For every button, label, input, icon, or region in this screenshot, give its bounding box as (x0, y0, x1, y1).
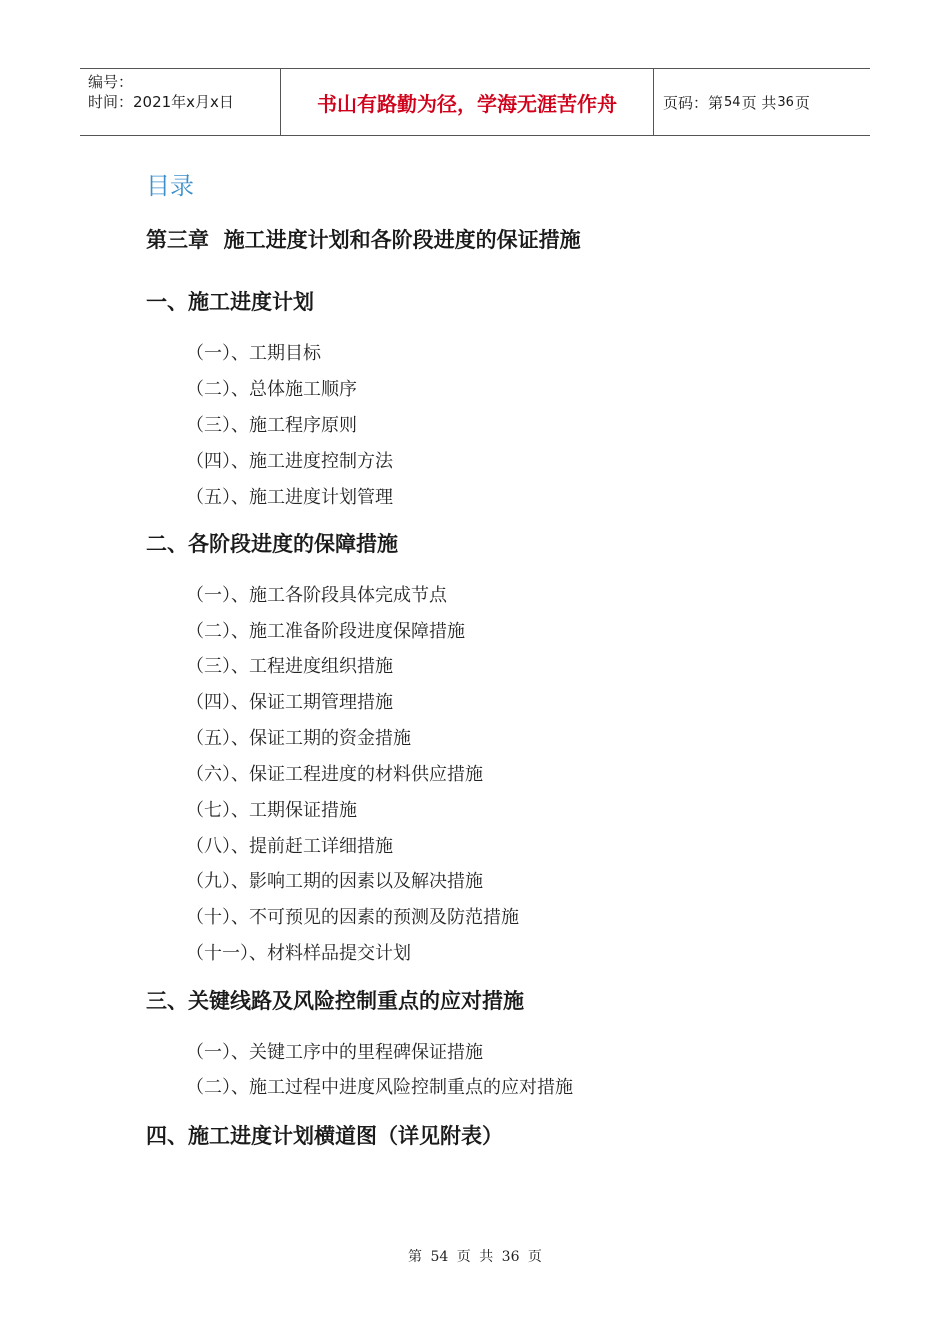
toc-title: 目录 (146, 172, 194, 200)
toc-item: （七）、工期保证措施 (186, 800, 357, 821)
date-label: 时间：2021年x月x日 (88, 93, 234, 111)
toc-item: （四）、施工进度控制方法 (186, 451, 393, 472)
toc-item: （九）、影响工期的因素以及解决措施 (186, 871, 483, 892)
toc-item: （三）、工程进度组织措施 (186, 656, 393, 677)
toc-item: （二）、施工准备阶段进度保障措施 (186, 621, 465, 642)
header-page-info (654, 69, 870, 135)
header-meta (80, 69, 281, 135)
page-total: 36 (777, 94, 794, 110)
page-footer: 第 54 页 共 36 页 (408, 1249, 542, 1265)
page-prefix: 页码：第 (663, 93, 724, 112)
toc-item: （四）、保证工期管理措施 (186, 692, 393, 713)
toc-item: （一）、工期目标 (186, 343, 321, 364)
section-title: 二、各阶段进度的保障措施 (146, 532, 398, 556)
section-title: 三、关键线路及风险控制重点的应对措施 (146, 989, 524, 1013)
toc-item: （三）、施工程序原则 (186, 415, 357, 436)
toc-item: （五）、施工进度计划管理 (186, 487, 393, 508)
serial-label: 编号： (88, 73, 134, 91)
toc-item: （十一）、材料样品提交计划 (186, 943, 411, 964)
toc-item: （十）、不可预见的因素的预测及防范措施 (186, 907, 519, 928)
chapter-title: 第三章 施工进度计划和各阶段进度的保证措施 (146, 228, 581, 252)
toc-item: （二）、施工过程中进度风险控制重点的应对措施 (186, 1077, 573, 1098)
page-suffix: 页 (794, 93, 810, 112)
toc-item: （二）、总体施工顺序 (186, 379, 357, 400)
toc-item: （六）、保证工程进度的材料供应措施 (186, 764, 483, 785)
page-header (80, 68, 870, 136)
page-current: 54 (724, 94, 741, 110)
toc-item: （八）、提前赶工详细措施 (186, 836, 393, 857)
toc-item: （五）、保证工期的资金措施 (186, 728, 411, 749)
section-title: 一、施工进度计划 (146, 290, 314, 314)
toc-item: （一）、关键工序中的里程碑保证措施 (186, 1042, 483, 1063)
header-motto: 书山有路勤为径，学海无涯苦作舟 (281, 69, 654, 135)
section-title: 四、施工进度计划横道图（详见附表） (146, 1124, 503, 1148)
toc-item: （一）、施工各阶段具体完成节点 (186, 585, 447, 606)
page-mid: 页 共 (741, 93, 777, 112)
